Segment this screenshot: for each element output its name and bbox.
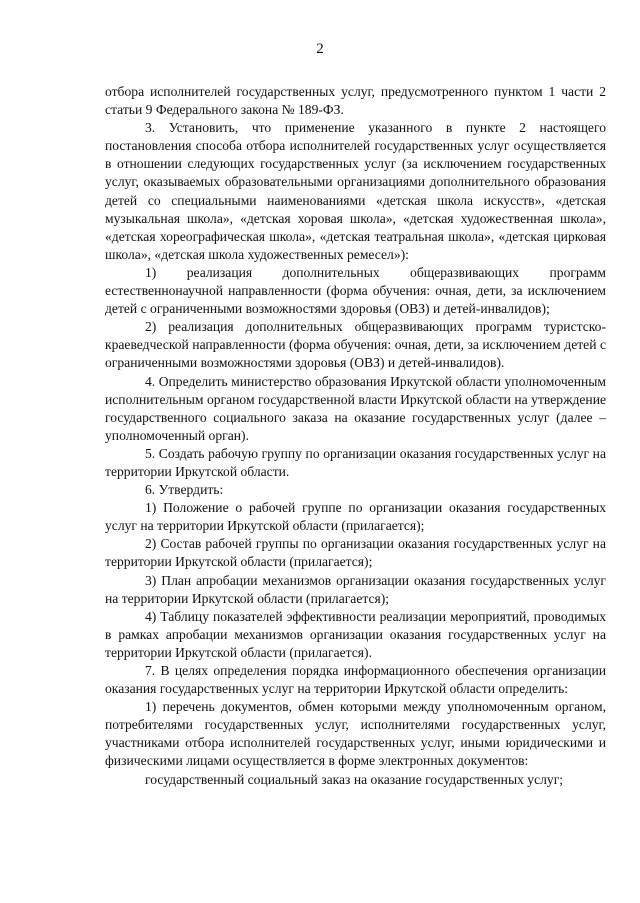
paragraph-item-5: 5. Создать рабочую группу по организации оказания государственных услуг на территории Иркутской области.	[105, 445, 606, 479]
page-number: 2	[316, 41, 324, 57]
paragraph-item-4: 4. Определить министерство образования Иркутской области уполномоченным исполнительным органом государственной власти Иркутской области на утверждение государственного социального заказа на оказание государственных услуг (далее – уполномоченный орган).	[105, 373, 606, 443]
paragraph-subitem-3-1: 1) реализация дополнительных общеразвивающих программ естественнонаучной направленности (форма обучения: очная, дети, за исключением детей с ограниченными возможностями здоровья (ОВЗ) и детей-инвалидов);	[105, 264, 606, 317]
paragraph-subitem-6-1: 1) Положение о рабочей группе по организации оказания государственных услуг на территории Иркутской области (прилагается);	[105, 500, 606, 534]
paragraph-subitem-6-3: 3) План апробации механизмов организации оказания государственных услуг на территории Иркутской области (прилагается);	[105, 572, 606, 606]
paragraph-subitem-3-2: 2) реализация дополнительных общеразвивающих программ туристско-краеведческой направленности (форма обучения: очная, дети, за исключением детей с ограниченными возможностями здоровья (ОВЗ) и детей-инвалидов).	[105, 319, 606, 371]
paragraph-continuation: отбора исполнителей государственных услуг, предусмотренного пунктом 1 части 2 статьи 9 Федерального закона № 189-ФЗ.	[105, 84, 606, 118]
paragraph-subitem-6-4: 4) Таблицу показателей эффективности реализации мероприятий, проводимых в рамках апробации механизмов организации оказания государственных услуг на территории Иркутской области (прилагается).	[105, 608, 606, 660]
document-body	[105, 83, 606, 789]
paragraph-item-6: 6. Утвердить:	[145, 482, 224, 498]
paragraph-item-7: 7. В целях определения порядка информационного обеспечения организации оказания государственных услуг на территории Иркутской области определить:	[105, 663, 606, 697]
paragraph-subitem-6-2: 2) Состав рабочей группы по организации оказания государственных услуг на территории Иркутской области (прилагается);	[105, 536, 606, 570]
paragraph-subitem-7-1: 1) перечень документов, обмен которыми между уполномоченным органом, потребителями государственных услуг, исполнителями государственных услуг, участниками отбора исполнителей государственных услуг, иными юридическими и физическими лицами осуществляется в форме электронных документов:	[105, 699, 606, 769]
paragraph-item-3: 3. Установить, что применение указанного в пункте 2 настоящего постановления способа отбора исполнителей государственных услуг осуществляется в отношении следующих государственных услуг (за исключением государственных услуг, оказываемых образовательными организациями дополнительного образования детей со специальными наименованиями «детская школа искусств», «детская музыкальная школа», «детская хоровая школа», «детская художественная школа», «детская хореографическая школа», «детская театральная школа», «детская цирковая школа», «детская школа художественных ремесел»):	[105, 120, 606, 262]
paragraph-list-entry: государственный социальный заказ на оказание государственных услуг;	[145, 771, 564, 787]
